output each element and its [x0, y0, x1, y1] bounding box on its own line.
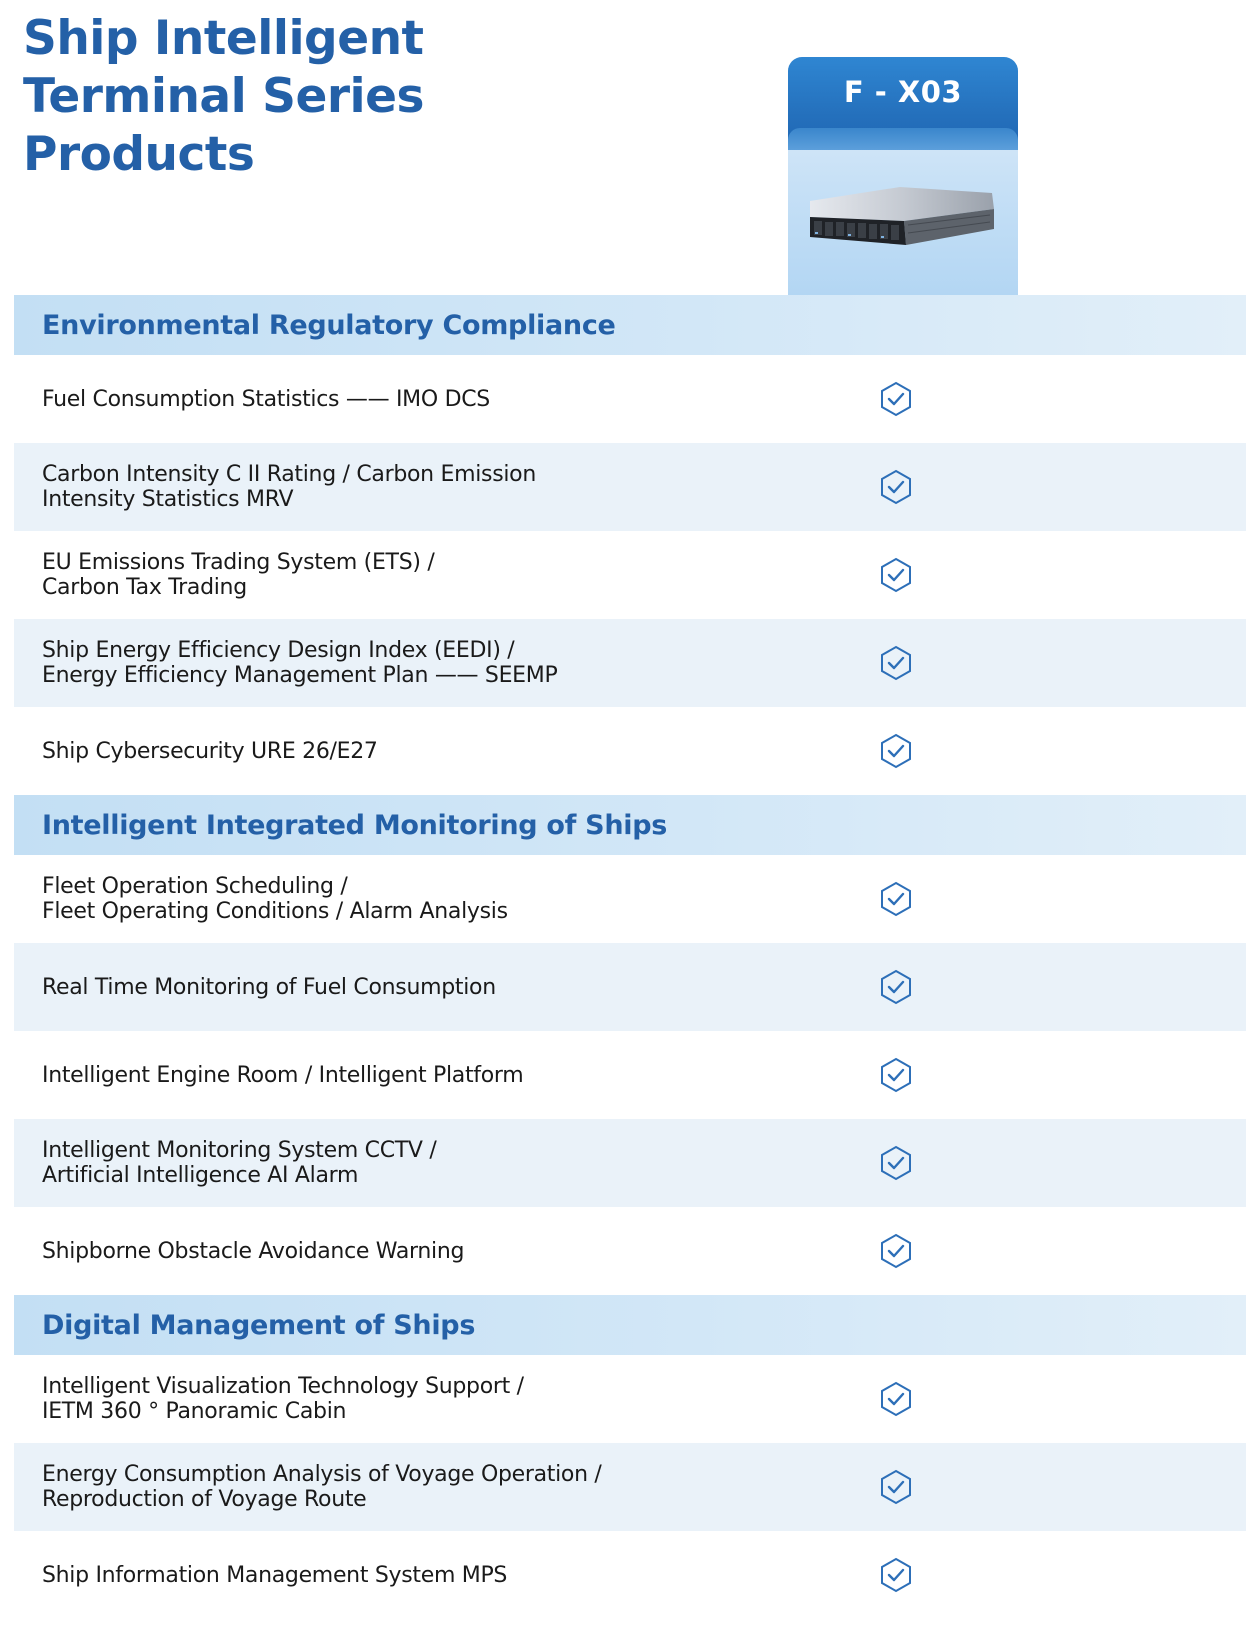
feature-label-line: EU Emissions Trading System (ETS) /	[42, 550, 435, 575]
product-column-header	[788, 57, 1018, 295]
feature-label-line: Intelligent Visualization Technology Support /	[42, 1374, 524, 1399]
checkmark-icon	[878, 881, 914, 917]
feature-label	[14, 1239, 762, 1264]
feature-table	[14, 295, 1246, 1619]
table-row	[14, 443, 1246, 531]
feature-label-line: Fuel Consumption Statistics —— IMO DCS	[42, 386, 490, 412]
table-row	[14, 619, 1246, 707]
feature-label	[14, 462, 762, 512]
feature-label-line: Fleet Operation Scheduling /	[42, 874, 348, 899]
table-row	[14, 943, 1246, 1031]
table-row	[14, 1031, 1246, 1119]
section-header: Environmental Regulatory Compliance	[14, 295, 1246, 355]
checkmark-icon	[878, 1057, 914, 1093]
feature-label	[14, 874, 762, 924]
table-row	[14, 707, 1246, 795]
table-row	[14, 1355, 1246, 1443]
feature-label	[14, 1063, 762, 1088]
page-title	[23, 10, 443, 184]
table-row	[14, 1443, 1246, 1531]
checkmark-icon	[878, 381, 914, 417]
product-name: F - X03	[843, 75, 963, 109]
section-header: Digital Management of Ships	[14, 1295, 1246, 1355]
feature-label-line: Reproduction of Voyage Route	[42, 1487, 367, 1512]
page-title-line: Ship Intelligent	[23, 11, 424, 66]
feature-label	[14, 1374, 762, 1424]
checkmark-icon	[878, 1145, 914, 1181]
feature-label-line: Ship Information Management System MPS	[42, 1562, 508, 1588]
checkmark-icon	[878, 645, 914, 681]
feature-label	[14, 1563, 762, 1588]
feature-label-line: Shipborne Obstacle Avoidance Warning	[42, 1238, 465, 1264]
rack-server-icon	[808, 185, 998, 255]
table-row	[14, 1119, 1246, 1207]
feature-label-line: Intensity Statistics MRV	[42, 487, 294, 512]
checkmark-icon	[878, 1557, 914, 1593]
feature-label	[14, 739, 762, 764]
feature-label	[14, 1138, 762, 1188]
feature-label-line: Fleet Operating Conditions / Alarm Analysis	[42, 899, 508, 924]
page-title-line: Terminal Series	[23, 69, 424, 124]
feature-label	[14, 975, 762, 1000]
table-row	[14, 531, 1246, 619]
feature-label-line: IETM 360 ° Panoramic Cabin	[42, 1399, 347, 1424]
product-header	[788, 57, 1018, 150]
feature-label-line: Energy Consumption Analysis of Voyage Operation /	[42, 1462, 602, 1487]
checkmark-icon	[878, 733, 914, 769]
table-row	[14, 355, 1246, 443]
feature-label	[14, 1462, 762, 1512]
checkmark-icon	[878, 1233, 914, 1269]
feature-label-line: Ship Cybersecurity URE 26/E27	[42, 738, 378, 764]
checkmark-icon	[878, 1469, 914, 1505]
checkmark-icon	[878, 1381, 914, 1417]
table-row	[14, 855, 1246, 943]
checkmark-icon	[878, 557, 914, 593]
feature-label-line: Intelligent Monitoring System CCTV /	[42, 1138, 437, 1163]
feature-label	[14, 387, 762, 412]
feature-label-line: Carbon Tax Trading	[42, 575, 247, 600]
feature-label-line: Energy Efficiency Management Plan —— SEEMP	[42, 663, 558, 688]
feature-label-line: Artificial Intelligence AI Alarm	[42, 1163, 359, 1188]
feature-label-line: Ship Energy Efficiency Design Index (EEDI) /	[42, 638, 515, 663]
feature-label-line: Intelligent Engine Room / Intelligent Platform	[42, 1062, 524, 1088]
checkmark-icon	[878, 469, 914, 505]
page-title-line: Products	[23, 127, 255, 182]
feature-label-line: Carbon Intensity C II Rating / Carbon Emission	[42, 462, 536, 487]
feature-label	[14, 550, 762, 600]
feature-label-line: Real Time Monitoring of Fuel Consumption	[42, 974, 496, 1000]
feature-label	[14, 638, 762, 688]
checkmark-icon	[878, 969, 914, 1005]
table-row	[14, 1531, 1246, 1619]
section-header: Intelligent Integrated Monitoring of Ships	[14, 795, 1246, 855]
table-row	[14, 1207, 1246, 1295]
